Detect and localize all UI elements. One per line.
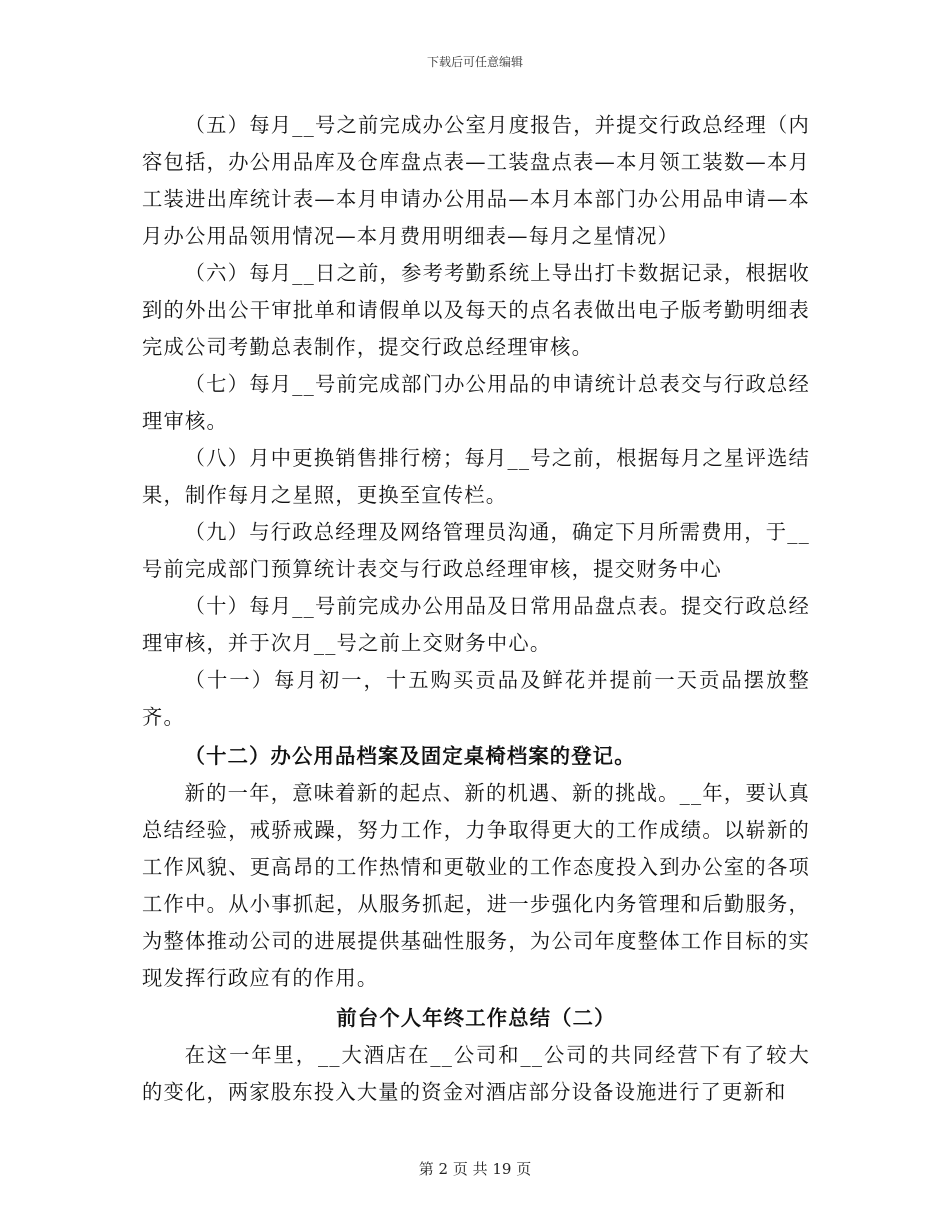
- section-paragraph: 在这一年里，__大酒店在__公司和__公司的共同经营下有了较大的变化，两家股东投入大量的资金对酒店部分设备设施进行了更新和: [142, 1043, 810, 1104]
- paragraph-9: （九）与行政总经理及网络管理员沟通，确定下月所需费用，于__号前完成部门预算统计表交与行政总经理审核，提交财务中心: [142, 520, 810, 581]
- document-body: [142, 107, 810, 1111]
- paragraph-new-year: 新的一年，意味着新的起点、新的机遇、新的挑战。__年，要认真总结经验，戒骄戒躁，努力工作，力争取得更大的工作成绩。以崭新的工作风貌、更高昂的工作热情和更敬业的工作态度投入到办公室的各项工作中。从小事抓起，从服务抓起，进一步强化内务管理和后勤服务，为整体推动公司的进展提供基础性服务，为公司年度整体工作目标的实现发挥行政应有的作用。: [142, 781, 810, 990]
- paragraph-5: （五）每月__号之前完成办公室月度报告，并提交行政总经理（内容包括，办公用品库及仓库盘点表—工装盘点表—本月领工装数—本月工装进出库统计表—本月申请办公用品—本月本部门办公用品申请—本月办公用品领用情况—本月费用明细表—每月之星情况）: [142, 113, 810, 248]
- paragraph-7: （七）每月__号前完成部门办公用品的申请统计总表交与行政总经理审核。: [142, 372, 810, 433]
- paragraph-8: （八）月中更换销售排行榜；每月__号之前，根据每月之星评选结果，制作每月之星照，更换至宣传栏。: [142, 446, 810, 507]
- paragraph-12-bold: （十二）办公用品档案及固定桌椅档案的登记。: [184, 744, 636, 768]
- paragraph-11: （十一）每月初一，十五购买贡品及鲜花并提前一天贡品摆放整齐。: [142, 668, 810, 729]
- paragraph-6: （六）每月__日之前，参考考勤系统上导出打卡数据记录，根据收到的外出公干审批单和请假单以及每天的点名表做出电子版考勤明细表完成公司考勤总表制作，提交行政总经理审核。: [142, 261, 810, 359]
- paragraph-10: （十）每月__号前完成办公用品及日常用品盘点表。提交行政总经理审核，并于次月__号之前上交财务中心。: [142, 594, 810, 655]
- section-title: 前台个人年终工作总结（二）: [336, 1006, 616, 1030]
- page-footer: 第 2 页 共 19 页: [418, 1160, 532, 1178]
- page-header: 下载后可任意编辑: [426, 55, 523, 69]
